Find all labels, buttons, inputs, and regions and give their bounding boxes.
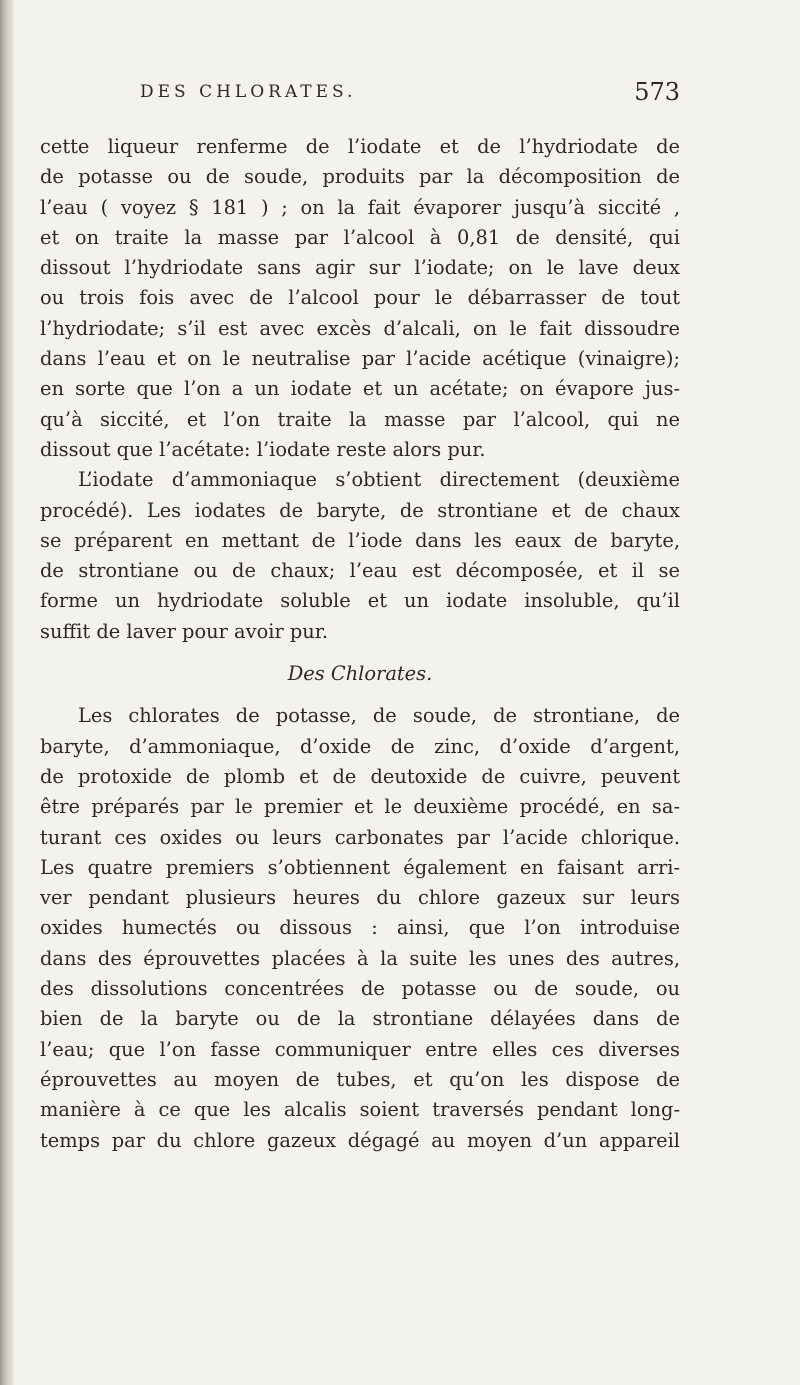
text-line: dans l’eau et on le neutralise par l’acide acétique (vinaigre); (40, 347, 680, 371)
text-line: suffit de laver pour avoir pur. (40, 619, 329, 643)
text-line: être préparés par le premier et le deuxième procédé, en sa- (40, 795, 680, 819)
text-line: baryte, d’ammoniaque, d’oxide de zinc, d’oxide d’argent, (40, 734, 680, 758)
text-line: L’iodate d’ammoniaque s’obtient directement (deuxième (78, 468, 680, 492)
text-line: et on traite la masse par l’alcool à 0,81 de densité, qui (40, 225, 680, 249)
text-line: en sorte que l’on a un iodate et un acétate; on évapore jus- (40, 377, 680, 401)
text-line: dissout que l’acétate: l’iodate reste alors pur. (40, 437, 486, 461)
text-line: l’eau ( voyez § 181 ) ; on la fait évaporer jusqu’à siccité , (40, 195, 680, 219)
text-line: temps par du chlore gazeux dégagé au moyen d’un appareil (40, 1128, 680, 1152)
text-line: l’hydriodate; s’il est avec excès d’alcali, on le fait dissoudre (40, 316, 680, 340)
text-line: Les chlorates de potasse, de soude, de strontiane, de (78, 704, 680, 728)
text-line: de strontiane ou de chaux; l’eau est décomposée, et il se (40, 559, 680, 583)
page-number: 573 (634, 78, 680, 106)
running-head: DES CHLORATES. (140, 82, 357, 102)
text-line: dans des éprouvettes placées à la suite les unes des autres, (40, 946, 680, 970)
text-line: de protoxide de plomb et de deutoxide de cuivre, peuvent (40, 764, 680, 788)
body-text (40, 132, 680, 1156)
text-line: bien de la baryte ou de la strontiane délayées dans de (40, 1007, 680, 1031)
text-line: qu’à siccité, et l’on traite la masse par l’alcool, qui ne (40, 407, 680, 431)
text-line: ou trois fois avec de l’alcool pour le débarrasser de tout (40, 286, 680, 310)
book-page (40, 0, 760, 1385)
text-line: procédé). Les iodates de baryte, de strontiane et de chaux (40, 498, 680, 522)
text-line: turant ces oxides ou leurs carbonates par l’acide chlorique. (40, 825, 680, 849)
text-line: l’eau; que l’on fasse communiquer entre elles ces diverses (40, 1037, 680, 1061)
text-line: cette liqueur renferme de l’iodate et de l’hydriodate de (40, 135, 680, 158)
book-spine-shadow (0, 0, 14, 1385)
text-line: forme un hydriodate soluble et un iodate insoluble, qu’il (40, 589, 680, 613)
text-line: éprouvettes au moyen de tubes, et qu’on les dispose de (40, 1067, 680, 1091)
text-line: oxides humectés ou dissous : ainsi, que l’on introduise (40, 916, 680, 940)
text-line: Les quatre premiers s’obtiennent également en faisant arri- (40, 855, 680, 879)
text-line: se préparent en mettant de l’iode dans les eaux de baryte, (40, 528, 680, 552)
text-line: manière à ce que les alcalis soient traversés pendant long- (40, 1098, 680, 1122)
section-heading: Des Chlorates. (287, 662, 433, 686)
text-line: de potasse ou de soude, produits par la décomposition de (40, 165, 680, 189)
text-line: des dissolutions concentrées de potasse ou de soude, ou (40, 977, 680, 1001)
page-header (40, 78, 680, 112)
text-line: ver pendant plusieurs heures du chlore gazeux sur leurs (40, 886, 680, 910)
text-line: dissout l’hydriodate sans agir sur l’iodate; on le lave deux (40, 256, 680, 280)
